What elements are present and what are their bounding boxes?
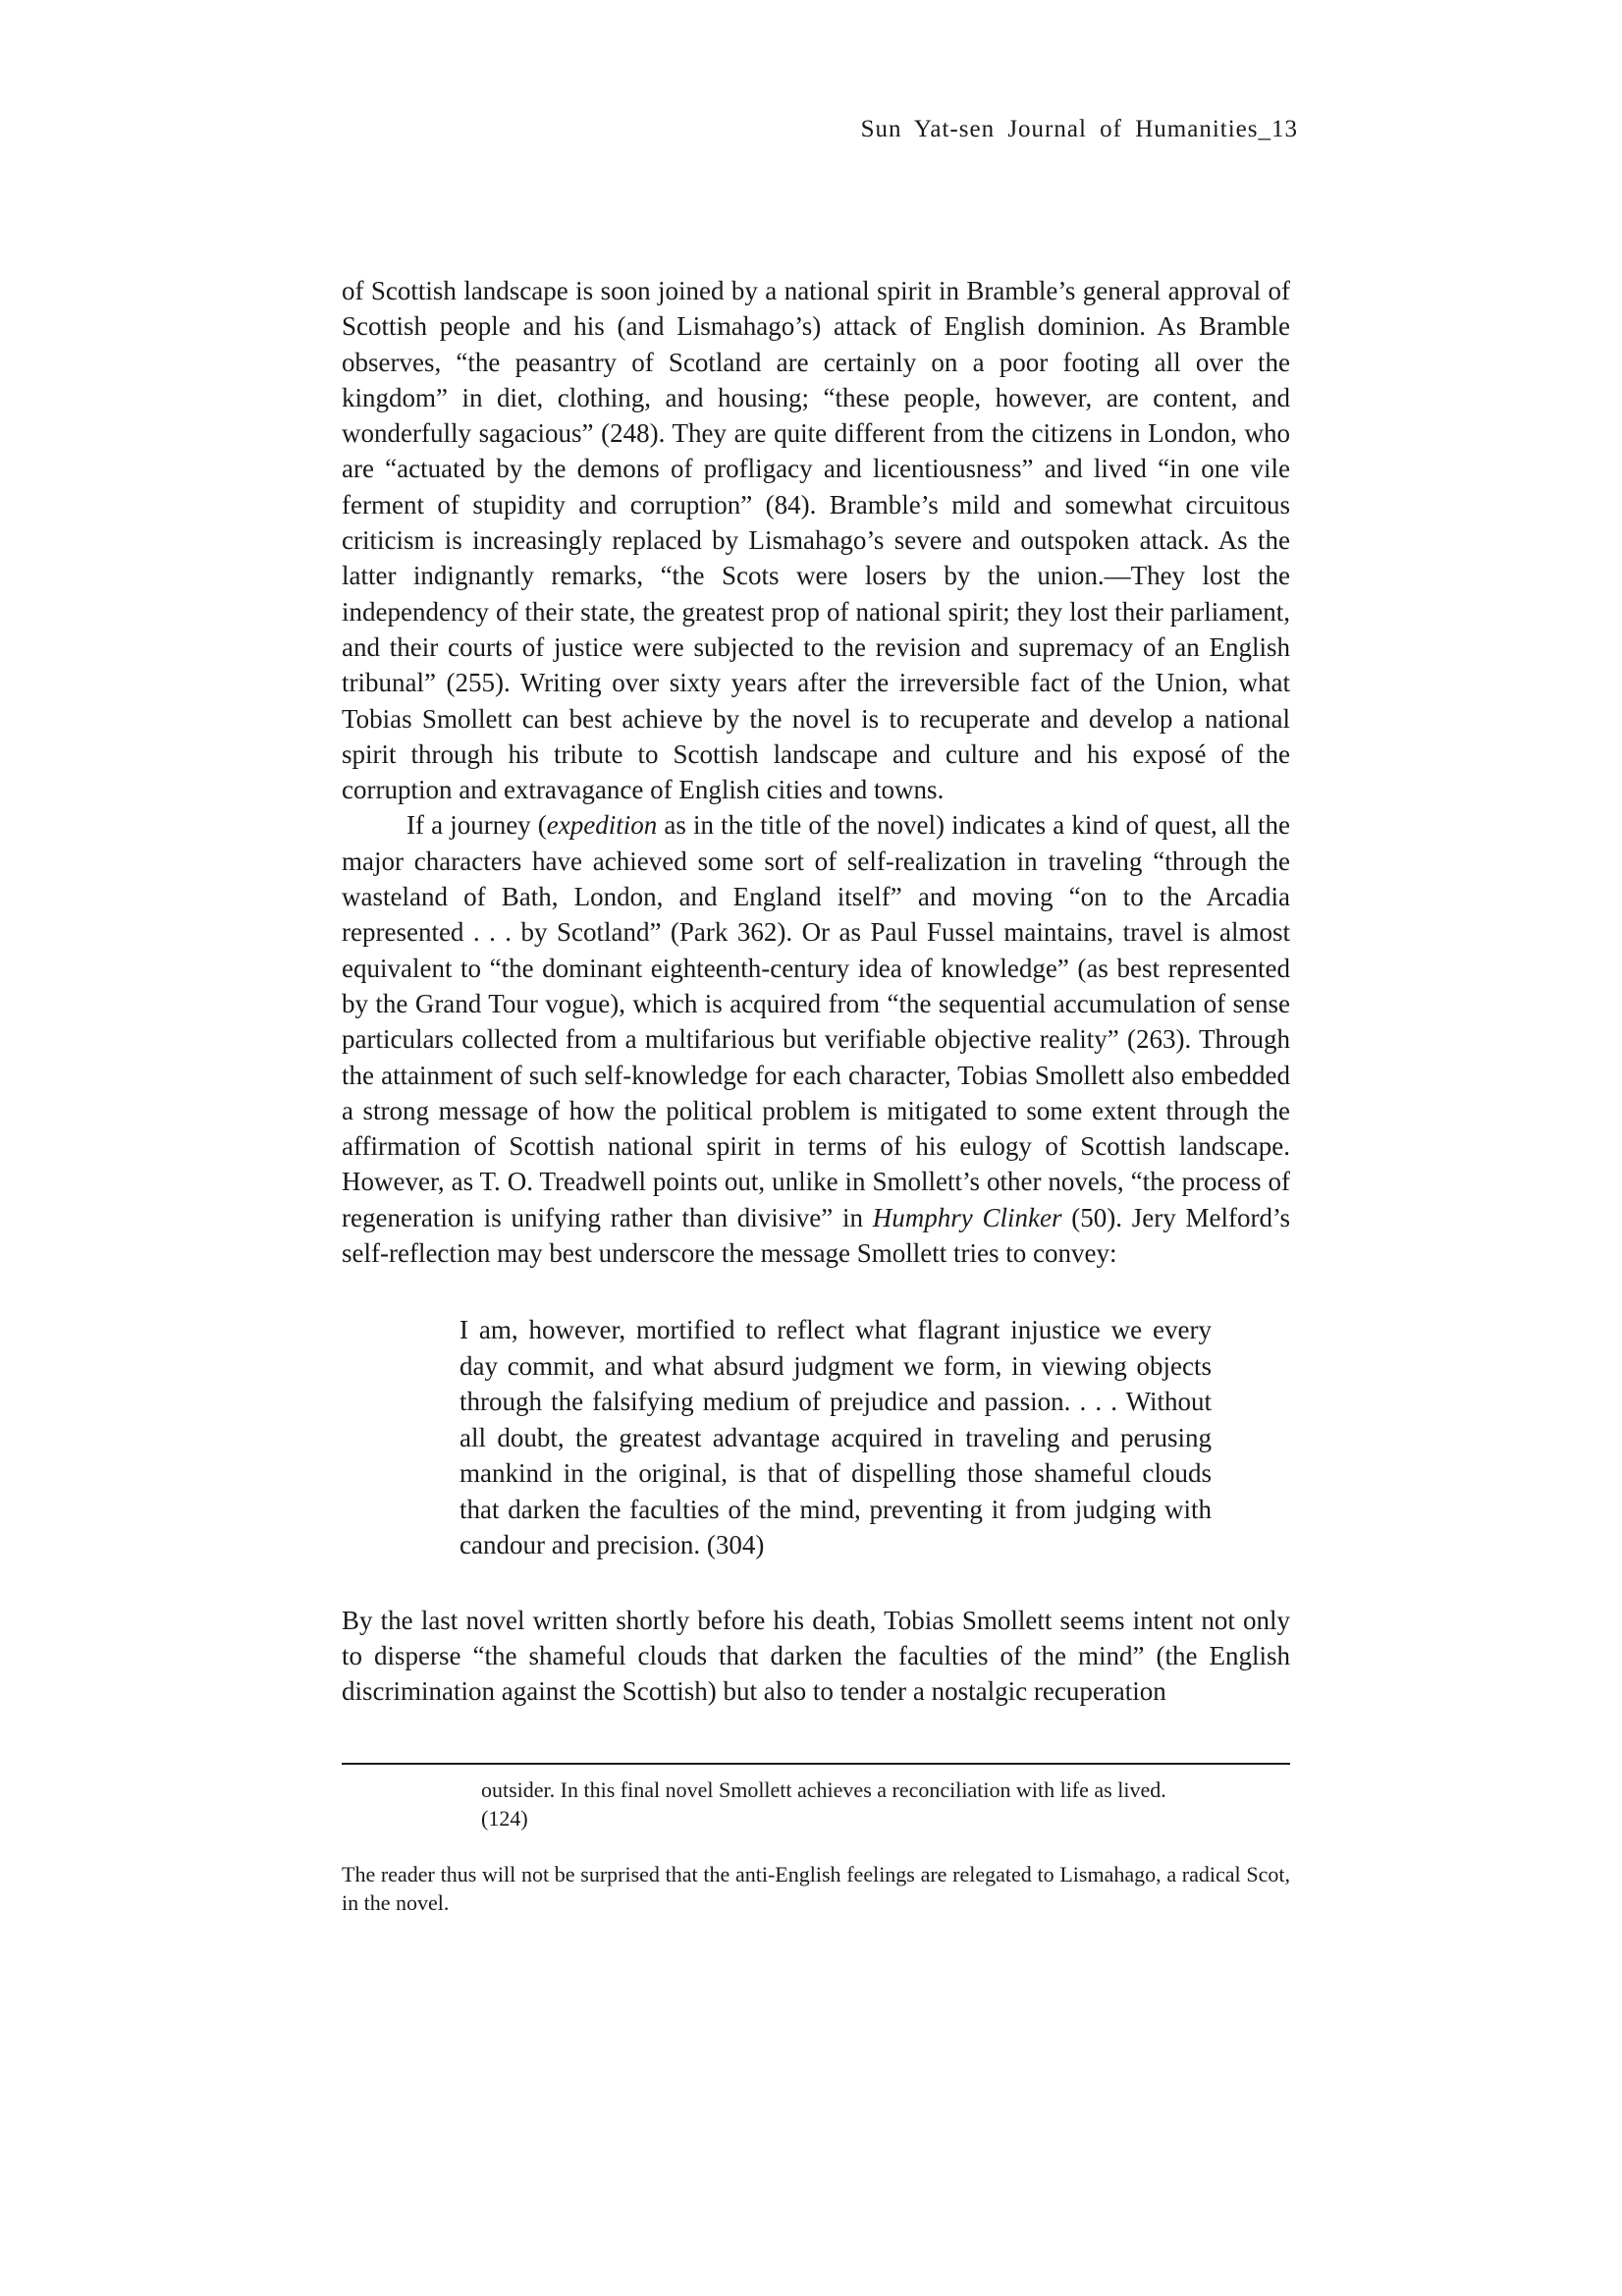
paragraph-2: [342, 807, 1290, 1271]
paragraph-3: By the last novel written shortly before his death, Tobias Smollett seems intent not only to disperse “the shameful clouds that darken the faculties of the mind” (the English discrimination against the Scottish) but also to tender a nostalgic recuperation: [342, 1605, 1290, 1707]
footnote: [342, 1776, 1290, 1917]
footnote-divider: [342, 1763, 1290, 1765]
main-text: [342, 273, 1290, 1710]
paragraph-2-part-c: (50). Jery Melford’s self-reflection may best underscore the message Smollett tries to convey:: [342, 1202, 1290, 1269]
paragraph-2-italic-title: Humphry Clinker: [872, 1202, 1062, 1232]
running-head: Sun Yat-sen Journal of Humanities_13: [860, 116, 1298, 142]
paragraph-2-part-a: If a journey (: [406, 810, 547, 841]
paragraph-1: of Scottish landscape is soon joined by a national spirit in Bramble’s general approval of Scottish people and his (and Lismahago’s) attack of English dominion. As Bramble observes, “the peasantry of Scotland are certainly on a poor footing all over the kingdom” in diet, clothing, and housing; “these people, however, are content, and wonderfully sagacious” (248). They are quite different from the citizens in London, who are “actuated by the demons of profligacy and licentiousness” and lived “in one vile ferment of stupidity and corruption” (84). Bramble’s mild and somewhat circuitous criticism is increasingly replaced by Lismahago’s severe and outspoken attack. As the latter indignantly remarks, “the Scots were losers by the union.—They lost the independency of their state, the greatest prop of national spirit; they lost their parliament, and their courts of justice were subjected to the revision and supremacy of an English tribunal” (255). Writing over sixty years after the irreversible fact of the Union, what Tobias Smollett can best achieve by the novel is to recuperate and develop a national spirit through his tribute to Scottish landscape and culture and his exposé of the corruption and extravagance of English cities and towns.: [342, 276, 1290, 805]
paragraph-2-part-b: as in the title of the novel) indicates a kind of quest, all the major characters have achieved some sort of self-realization in traveling “through the wasteland of Bath, London, and England itself” and moving “on to the Arcadia represented . . . by Scotland” (Park 362). Or as Paul Fussel maintains, travel is almost equivalent to “the dominant eighteenth-century idea of knowledge” (as best represented by the Grand Tour vogue), which is acquired from “the sequential accumulation of sense particulars collected from a multifarious but verifiable objective reality” (263). Through the attainment of such self-knowledge for each character, Tobias Smollett also embedded a strong message of how the political problem is mitigated to some extent through the affirmation of Scottish national spirit in terms of his eulogy of Scottish landscape. However, as T. O. Treadwell points out, unlike in Smollett’s other novels, “the process of regeneration is unifying rather than divisive” in: [342, 810, 1291, 1232]
footnote-text: The reader thus will not be surprised that the anti-English feelings are relegated to Lismahago, a radical Scot, in the novel.: [342, 1862, 1290, 1915]
block-quote: I am, however, mortified to reflect what flagrant injustice we every day commit, and what absurd judgment we form, in viewing objects through the falsifying medium of prejudice and passion. . . . Without all doubt, the greatest advantage acquired in traveling and perusing mankind in the original, is that of dispelling those shameful clouds that darken the faculties of the mind, preventing it from judging with candour and precision. (304): [460, 1315, 1212, 1560]
paragraph-2-italic-expedition: expedition: [546, 810, 658, 841]
footnote-quote: outsider. In this final novel Smollett achieves a reconciliation with life as lived. (124): [481, 1777, 1166, 1831]
